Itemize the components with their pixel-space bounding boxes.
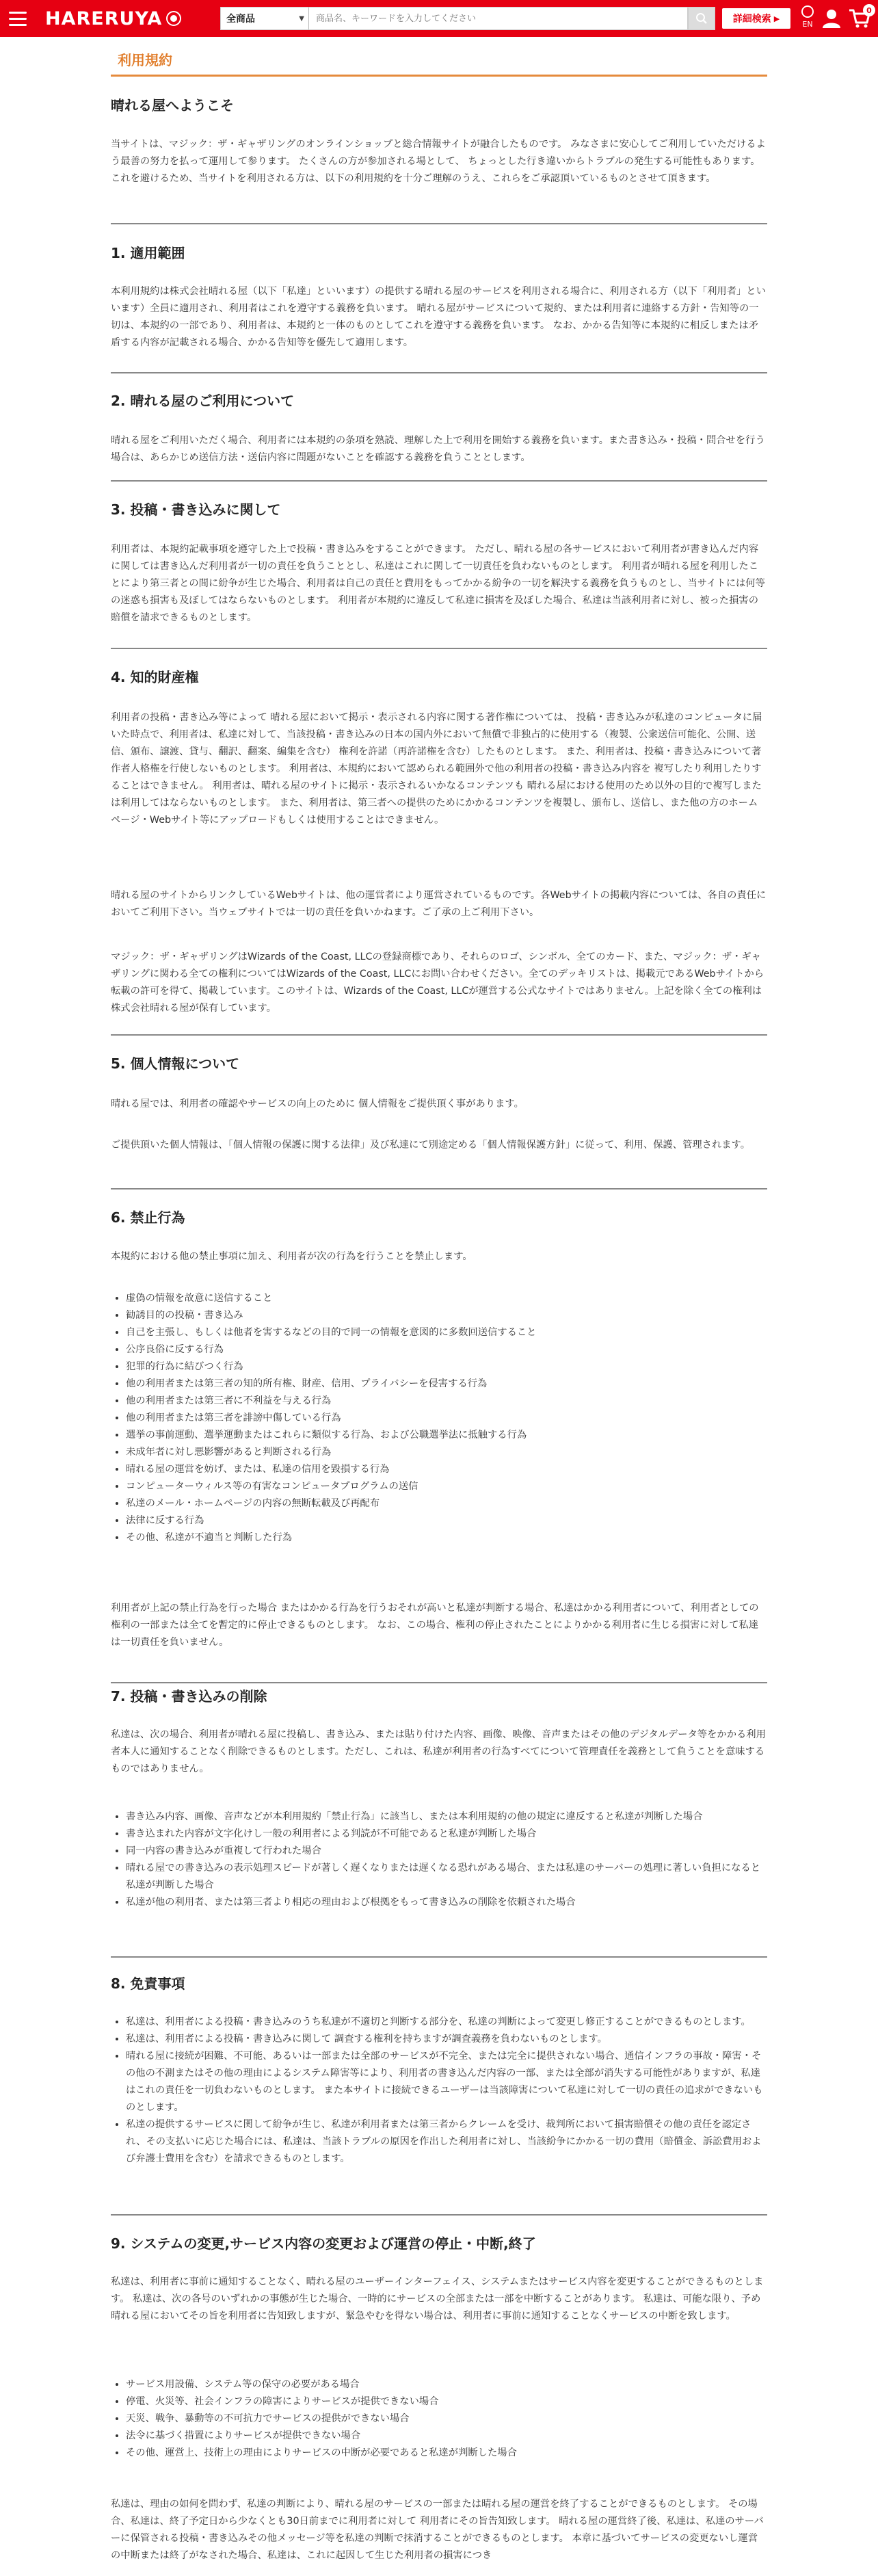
section-divider [111,1188,767,1190]
list-item: • 私達の提供するサービスに関して紛争が生じ、私達が利用者または第三者からクレームを受け、裁判所において損害賠償その他の責任を認定され、その支払いに応じた場合には、私達は、当該トラブルの原因を作出した利用者に対し、当該紛争にかかる一切の費用（賠償金、訴訟費用および弁護士費用を含む）を請求できるものとします。 [126,2116,767,2168]
list-item: • 他の利用者または第三者の知的所有権、財産、信用、プライバシーを侵害する行為 [126,1376,767,1393]
section-title: 8. 免責事項 [111,1975,185,1992]
search-input[interactable] [309,7,688,30]
list-item: • その他、私達が不適当と判断した行為 [126,1529,767,1547]
language-label: EN [802,20,813,29]
section-title: 4. 知的財産権 [111,669,199,685]
list-item: • 他の利用者または第三者を誹謗中傷している行為 [126,1410,767,1427]
category-select[interactable] [220,7,309,30]
list-item: • 私達が他の利用者、または第三者より相応の理由および根拠をもって書き込みの削除を依頼された場合 [126,1894,767,1911]
section-text: 本規約における他の禁止事項に加え、利用者が次の行為を行うことを禁止します。 [111,1251,473,1262]
hamburger-menu-icon[interactable] [0,0,36,37]
list-item: • 私達のメール・ホームページの内容の無断転載及び再配布 [126,1495,767,1512]
list-item: • 同一内容の書き込みが重複して行われた場合 [126,1843,767,1860]
advanced-search-label: 詳細検索 [732,14,771,25]
list-item: • 未成年者に対し悪影響があると判断される行為 [126,1444,767,1461]
user-account-icon[interactable] [821,8,842,29]
page-title: 利用規約 [118,52,172,68]
section-divider [111,1034,767,1036]
section-text: マジック：ザ・ギャザリングはWizards of the Coast, LLCの登録商標であり、それらのロゴ、シンボル、全てのカード、また、マジック：ザ・ギャザリングに関わる全ての権利についてはWizards of the Coast, LLCにお問い合わせください。全てのデッキリストは、掲載元であるWebサイトから転載の許可を得て、掲載しています。このサイトは、Wizards of the Coast, LLCが運営する公式なサイトではありません。上記を除く全ての権利は株式会社晴れる屋が保有しています。 [111,951,764,1014]
list-item: • 私達は、利用者による投稿・書き込みに関して 調査する権利を持ちますが調査義務を負わないものとします。 [126,2031,767,2048]
language-switch[interactable] [796,5,819,33]
section-title: 9. システムの変更,サービス内容の変更および運営の停止・中断,終了 [111,2235,536,2252]
section-text: 私達は、次の場合、利用者が晴れる屋に投稿し、書き込み、または貼り付けた内容、画像、映像、音声またはその他のデジタルデータ等をかかる利用者本人に通知することなく削除できるものとします。ただし、これは、私達が利用者の行為すべてについて管理責任を義務として負うことを意味するものではありません。 [111,1729,766,1774]
section-divider [111,1956,767,1958]
prohibited-list [111,1290,767,1547]
deletion-list [111,1809,767,1911]
section-text: 晴れる屋をご利用いただく場合、利用者には本規約の条項を熟読、理解した上で利用を開始する義務を負います。また書き込み・投稿・問合せを行う場合は、あらかじめ送信方法・送信内容に問題がないことを確認する義務を負うこととします。 [111,435,765,463]
list-item: • 晴れる屋に接続が困難、不可能、あるいは一部または全部のサービスが不完全、または完全に提供されない場合、通信インフラの事故・障害・その他の不測またはその他の理由によるシステム障害等により、利用者の書き込んだ内容の一部、または全部が消失する可能性がありますが、私達はこれの責任を一切負わないものとします。 また本サイトに接続できるユーザーは当該障害について私達に対して一切の責任の追求ができないものとします。 [126,2048,767,2116]
section-text: 利用者は、本規約記載事項を遵守した上で投稿・書き込みをすることができます。 ただし、晴れる屋の各サービスにおいて利用者が書き込んだ内容に関しては書き込んだ利用者が一切の責任を負うこととし、私達はこれに関して一切責任を負わないものとします。 利用者が晴れる屋を利用したことにより第三者との間に紛争が生じた場合、利用者は自己の責任と費用をもってかかる紛争の一切を解決する義務を負うものとし、当サイトには何等の迷惑も損害も及ぼしてはならないものとします。 利用者が本規約に違反して私達に損害を及ぼした場合、私達は当該利用者に対し、被った損害の賠償を請求できるものとします。 [111,544,765,623]
section-title: 7. 投稿・書き込みの削除 [111,1688,267,1705]
section-text: 私達は、理由の如何を問わず、私達の判断により、晴れる屋のサービスの一部または晴れる屋の運営を終了することができるものとします。 その場合、私達は、終了予定日から少なくとも30日前までに利用者に対して 利用者にその旨告知致します。 晴れる屋の運営終了後、私達は、私達のサーバーに保管される投稿・書き込みその他メッセージ等を私達の判断で抹消することができるものとします。 本章に基づいてサービスの変更ないし運営の中断または終了がなされた場合、私達は、これに起因して生じた利用者の損害につき [111,2499,764,2561]
site-logo[interactable] [45,8,181,29]
list-item: • その他、運営上、技術上の理由によりサービスの中断が必要であると私達が判断した場合 [126,2445,767,2462]
chevron-down-icon: ▼ [299,14,304,23]
section-divider [111,1682,767,1683]
section-text: 利用者の投稿・書き込み等によって 晴れる屋において掲示・表示される内容に関する著作権については、 投稿・書き込みが私達のコンピュータに届いた時点で、利用者は、私達に対して、当該投稿・書き込みの日本の国内外において無償で非独占的に使用する（複製、公衆送信可能化、公開、送信、頒布、譲渡、貸与、翻訳、翻案、編集を含む） 権利を許諾（再許諾権を含む）したものとします。 また、利用者は、投稿・書き込みについて著作者人格権を行使しないものとします。 利用者は、本規約において認められる範囲外で他の利用者の投稿・書き込み内容を 複写したり利用したりすることはできません。 利用者は、晴れる屋のサイトに掲示・表示されるいかなるコンテンツも 晴れる屋における使用のため以外の目的で複写しまたは利用してはならないものとします。 また、利用者は、第三者への提供のためにかかるコンテンツを複製し、頒布し、送信し、また他の方のホームページ・Webサイト等にアップロードもしくは使用することはできません。 [111,712,762,826]
list-item: • 晴れる屋での書き込みの表示処理スピードが著しく遅くなりまたは遅くなる恐れがある場合、または私達のサーバーの処理に著しい負担になると私達が判断した場合 [126,1860,767,1894]
logo-text: HARERUYA [45,8,163,29]
section-title: 2. 晴れる屋のご利用について [111,393,295,409]
list-item: • 天災、戦争、暴動等の不可抗力でサービスの提供ができない場合 [126,2410,767,2428]
list-item: • 犯罪的行為に結びつく行為 [126,1358,767,1376]
section-text: 利用者が上記の禁止行為を行った場合 またはかかる行為を行うおそれが高いと私達が判断する場合、私達はかかる利用者について、利用者としての権利の一部または全てを暫定的に停止できるものとします。 なお、この場合、権利の停止されたことによりかかる利用者に生じる損害に対して私達は一切責任を負いません。 [111,1603,759,1648]
list-item: • コンピューターウィルス等の有害なコンピュータプログラムの送信 [126,1478,767,1495]
search-bar [220,7,715,30]
section-divider [111,372,767,373]
section-text: 晴れる屋では、利用者の確認やサービスの向上のために 個人情報をご提供頂く事があります。 [111,1099,524,1109]
welcome-text: 当サイトは、マジック：ザ・ギャザリングのオンラインショップと総合情報サイトが融合したものです。 みなさまに安心してご利用していただけるよう最善の努力を払って運用して参ります。 たくさんの方が参加される場として、 ちょっとした行き違いからトラブルの発生する可能性もあります。 これを避けるため、当サイトを利用される方は、以下の利用規約を十分ご理解のうえ、これらをご承認頂いているものとさせて頂きます。 [111,139,766,184]
section-divider [111,648,767,649]
list-item: • 自己を主張し、もしくは他者を害するなどの目的で同一の情報を意図的に多数回送信すること [126,1324,767,1341]
search-icon [695,12,708,25]
section-text: 本利用規約は株式会社晴れる屋（以下「私達」といいます）の提供する晴れる屋のサービスを利用される場合に、利用される方（以下「利用者」といいます）全員に適用され、利用者はこれを遵守する義務を負います。 晴れる屋がサービスについて規約、または利用者に連絡する方針・告知等の一切は、本規約の一部であり、利用者は、本規約と一体のものとしてこれを遵守する義務を負います。 なお、かかる告知等に本規約に相反しまたは矛盾する内容が記載される場合、かかる告知等を優先して適用します。 [111,286,766,348]
list-item: • サービス用設備、システム等の保守の必要がある場合 [126,2376,767,2393]
list-item: • 晴れる屋の運営を妨げ、または、私達の信用を毀損する行為 [126,1461,767,1478]
list-item: • 勧誘目的の投稿・書き込み [126,1307,767,1324]
section-divider [111,2214,767,2216]
section-divider [111,480,767,482]
welcome-title: 晴れる屋へようこそ [111,97,234,114]
disclaimer-list [111,2014,767,2168]
section-text: 晴れる屋のサイトからリンクしているWebサイトは、他の運営者により運営されているものです。各Webサイトの掲載内容については、各自の責任においてご利用下さい。当ウェブサイトでは一切の責任を負いかねます。ご了承の上ご利用下さい。 [111,890,767,918]
list-item: • 停電、火災等、社会インフラの障害によりサービスが提供できない場合 [126,2393,767,2410]
list-item: • 公序良俗に反する行為 [126,1341,767,1358]
section-text: 私達は、利用者に事前に通知することなく、晴れる屋のユーザーインターフェイス、システムまたはサービス内容を変更することができるものとします。 私達は、次の各号のいずれかの事態が生じた場合、一時的にサービスの全部または一部を中断することがあります。 私達は、可能な限り、予め晴れる屋においてその旨を利用者に告知致しますが、緊急やむを得ない場合は、利用者に事前に通知することなくサービスの中断を致します。 [111,2276,764,2322]
terms-content [111,37,767,2561]
list-item: • 選挙の事前運動、選挙運動またはこれらに類似する行為、および公職選挙法に抵触する行為 [126,1427,767,1444]
list-item: • 法律に反する行為 [126,1512,767,1529]
section-title: 3. 投稿・書き込みに関して [111,501,281,518]
list-item: • 虚偽の情報を故意に送信すること [126,1290,767,1307]
section-title: 1. 適用範囲 [111,245,185,261]
list-item: • 私達は、利用者による投稿・書き込みのうち私達が不適切と判断する部分を、私達の判断によって変更し修正することができるものとします。 [126,2014,767,2031]
search-button[interactable] [688,7,715,30]
arrow-right-icon: ▶ [773,14,780,23]
section-title: 5. 個人情報について [111,1055,240,1072]
cart-count-badge: 0 [863,4,875,16]
suspension-list [111,2376,767,2462]
globe-icon [801,5,814,18]
category-select-value: 全商品 [226,14,255,25]
list-item: • 他の利用者または第三者に不利益を与える行為 [126,1393,767,1410]
list-item: • 法令に基づく措置によりサービスが提供できない場合 [126,2428,767,2445]
list-item: • 書き込まれた内容が文字化けし一般の利用者による判読が不可能であると私達が判断した場合 [126,1826,767,1843]
section-divider [111,223,767,224]
logo-mark-icon [166,11,181,26]
section-title: 6. 禁止行為 [111,1209,185,1226]
advanced-search-button[interactable] [722,8,790,29]
list-item: • 書き込み内容、画像、音声などが本利用規約「禁止行為」に該当し、または本利用規約の他の規定に違反すると私達が判断した場合 [126,1809,767,1826]
section-text: ご提供頂いた個人情報は、「個人情報の保護に関する法律」及び私達にて別途定める「個人情報保護方針」に従って、利用、保護、管理されます。 [111,1140,751,1151]
page-title-bar [111,37,767,77]
